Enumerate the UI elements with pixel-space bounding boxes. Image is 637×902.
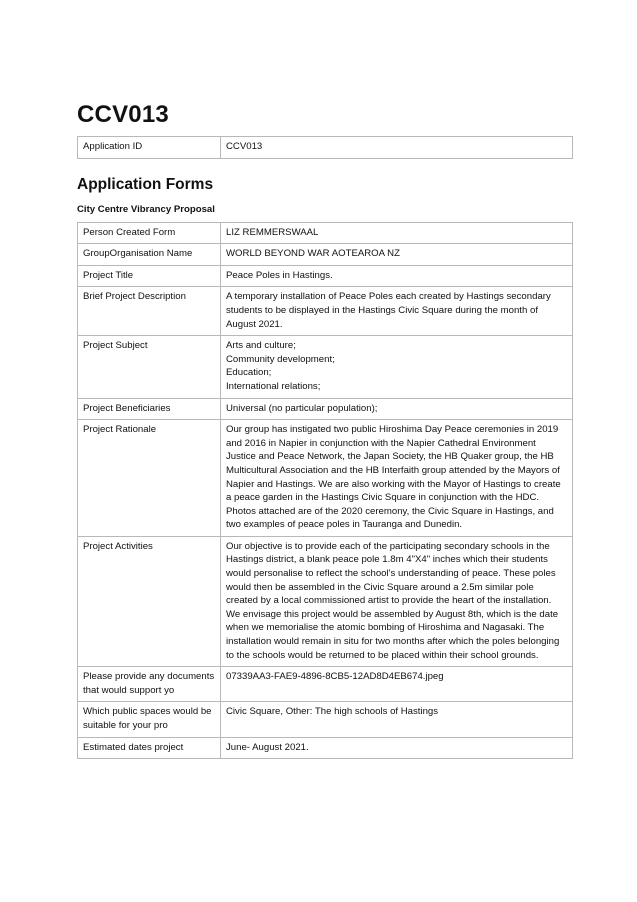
table-row bbox=[78, 137, 573, 159]
table-row bbox=[78, 222, 573, 244]
public-spaces-label: Which public spaces would be suitable for your pro bbox=[78, 702, 221, 737]
table-row bbox=[78, 287, 573, 336]
activities-label: Project Activities bbox=[78, 536, 221, 666]
subject-item: International relations; bbox=[226, 380, 321, 392]
brief-description-label: Brief Project Description bbox=[78, 287, 221, 336]
rationale-value: Our group has instigated two public Hiroshima Day Peace ceremonies in 2019 and 2016 in Napier in conjunction with the Napier Cathedral Environment Justice and Peace Network, the Japan Society, the HB Quaker group, the HB Multicultural Association and the HB Interfaith group attended by the Mayors of Napier and Hastings. We are also working with the Mayor of Hastings to create a peace garden in the Hastings Civic Square in conjunction with the HDC. Photos attached are of the 2020 ceremony, the Civic Square in Hastings, and two examples of peace poles in Tauranga and Dunedin. bbox=[221, 420, 573, 537]
document-title: CCV013 bbox=[77, 101, 169, 128]
activities-value: Our objective is to provide each of the participating secondary schools in the Hastings district, a blank peace pole 1.8m 4"X4" inches which their students would personalise to reflect the school's understanding of peace. These poles would then be assembled in the Civic Square around a 2.5m similar pole created by a local commissioned artist to provide the heart of the installation. We envisage this project would be assembled by August 8th, which is the date when we memorialise the atomic bombing of Hiroshima and Nagasaki. The installation would remain in situ for two months after which the poles belonging to the schools would be returned to be placed within their school grounds. bbox=[221, 536, 573, 666]
project-subject-value bbox=[221, 336, 573, 398]
subject-item: Education; bbox=[226, 367, 272, 379]
table-row bbox=[78, 536, 573, 666]
table-row bbox=[78, 702, 573, 737]
estimated-dates-label: Estimated dates project bbox=[78, 737, 221, 759]
application-id-value: CCV013 bbox=[221, 137, 573, 159]
brief-description-value: A temporary installation of Peace Poles each created by Hastings secondary students to be displayed in the Hastings Civic Square during the month of August 2021. bbox=[221, 287, 573, 336]
beneficiaries-label: Project Beneficiaries bbox=[78, 398, 221, 420]
application-id-table bbox=[77, 136, 573, 159]
table-row bbox=[78, 420, 573, 537]
project-title-value: Peace Poles in Hastings. bbox=[221, 265, 573, 287]
application-id-label: Application ID bbox=[78, 137, 221, 159]
organisation-value: WORLD BEYOND WAR AOTEAROA NZ bbox=[221, 244, 573, 266]
table-row bbox=[78, 667, 573, 702]
rationale-label: Project Rationale bbox=[78, 420, 221, 537]
documents-label: Please provide any documents that would support yo bbox=[78, 667, 221, 702]
document-page bbox=[77, 100, 573, 759]
table-row bbox=[78, 737, 573, 759]
person-created-value: LIZ REMMERSWAAL bbox=[221, 222, 573, 244]
subject-item: Community development; bbox=[226, 353, 335, 365]
estimated-dates-value: June- August 2021. bbox=[221, 737, 573, 759]
project-title-label: Project Title bbox=[78, 265, 221, 287]
form-subtitle: City Centre Vibrancy Proposal bbox=[77, 203, 215, 215]
subject-item: Arts and culture; bbox=[226, 340, 296, 352]
public-spaces-value: Civic Square, Other: The high schools of Hastings bbox=[221, 702, 573, 737]
project-subject-label: Project Subject bbox=[78, 336, 221, 398]
documents-value: 07339AA3-FAE9-4896-8CB5-12AD8D4EB674.jpeg bbox=[221, 667, 573, 702]
table-row bbox=[78, 265, 573, 287]
table-row bbox=[78, 398, 573, 420]
table-row bbox=[78, 336, 573, 398]
person-created-label: Person Created Form bbox=[78, 222, 221, 244]
organisation-label: GroupOrganisation Name bbox=[78, 244, 221, 266]
proposal-table bbox=[77, 222, 573, 760]
section-title: Application Forms bbox=[77, 175, 214, 193]
table-row bbox=[78, 244, 573, 266]
beneficiaries-value: Universal (no particular population); bbox=[221, 398, 573, 420]
